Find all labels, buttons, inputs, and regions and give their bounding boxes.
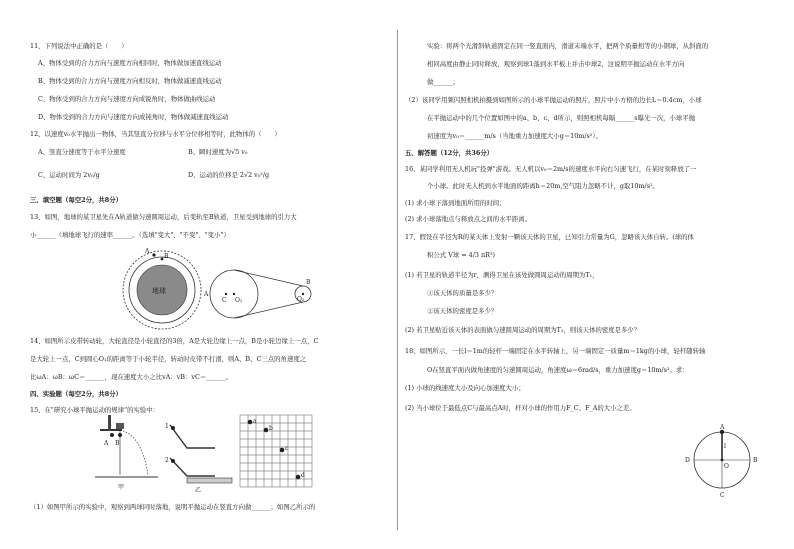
strobe-grid-figure	[240, 415, 320, 490]
circle-label-c: C	[720, 492, 725, 499]
section-5-heading: 五、解答题（12分，共36分）	[405, 149, 494, 157]
q17-line2: 积公式 V球 = 4/3 πR³)	[427, 251, 496, 259]
circle-label-d: D	[685, 457, 690, 464]
circle-label-a: A	[720, 424, 725, 431]
q14-line3: 比ωA：ωB：ωC＝______，现在速度大小之比vA：vB：vC＝______。	[30, 373, 232, 381]
q11-stem: 11、下列说法中正确的是（ ）	[30, 42, 128, 50]
q18-line2: O在竖直平面内做角速度的匀速圆周运动，角速度ω＝6rad/s，重力加速度g＝10m/s²。求：	[427, 366, 689, 374]
q14-line1: 14、如图所示皮带转动轮，大轮直径是小轮直径的3倍，A是大轮边缘上一点，B是小轮边缘上一点，C	[30, 337, 319, 345]
grid-point-a: a	[253, 418, 257, 425]
pulley-label-o1: O₁	[235, 297, 243, 304]
q15-part1: （1）如图甲所示的实验中，观察到两球同时落地，说明平抛运动在竖直方向做______；如图乙所示的	[30, 503, 316, 511]
orbit-label-a: A	[145, 248, 150, 255]
figure-jia-label: 甲	[118, 484, 125, 491]
q17-part1a: ①该天体的质量是多少？	[427, 289, 498, 297]
q16-part2: (2) 求小球落地点与释放点之间的水平距离。	[405, 215, 532, 223]
q11-option-a: A、物体受到的合力方向与速度方向相同时，物体做加速直线运动	[38, 59, 222, 67]
q18-part1: (1) 小球的线速度大小及向心加速度大小；	[405, 384, 525, 392]
pulley-label-a: A	[204, 291, 209, 298]
pulley-label-c: C	[222, 297, 227, 304]
earth-label: 地球	[152, 287, 166, 295]
q15-cont-line4: （2）该同学用频闪照相机拍摄到如图所示的小球平抛运动的照片，照片中小方格的边长L＝0.4cm，小球	[405, 96, 702, 104]
q11-option-b: B、物体受到的合力方向与速度方向相反时，物体做减速直线运动	[38, 77, 222, 85]
rod-label-l: l	[724, 443, 726, 450]
circle-label-o: O	[724, 463, 729, 470]
q16-part1: (1) 求小球下落到地面所用的时间；	[405, 199, 506, 207]
experiment-figure-yi	[165, 420, 235, 495]
q14-line2: 是大轮上一点，C到圆心O₁的距离等于小轮半径，转动时皮带不打滑，则A、B、C三点的角速度之	[30, 355, 307, 363]
q12-option-c: C、运动时间为 2v₀/g	[38, 171, 100, 179]
q12-option-b: B、瞬时速度为√5 v₀	[188, 148, 248, 156]
q15-cont-line1: 实验：将两个光滑斜轨道固定在同一竖直面内，滑道末端水平，把两个质量相等的小钢球，从斜面的	[427, 42, 709, 50]
orbit-label-b: B	[164, 253, 169, 260]
q15-stem: 15、在"研究小球平抛运动的规律"的实验中：	[30, 406, 160, 414]
svg-text:1: 1	[165, 423, 169, 430]
q11-option-d: D、物体受到的合力方向与速度方向成钝角时，物体做减速直线运动	[38, 113, 229, 121]
q18-part2: (2) 当小球位于最低点C与最高点A时，杆对小球的作用力F_C、F_A的大小之差。	[405, 404, 636, 412]
q18-line1: 18、如图所示，一长l＝1m的轻杆一端固定在水平转轴上，另一端固定一质量m＝1kg的小球，轻杆随转轴	[405, 347, 706, 355]
svg-text:B: B	[115, 440, 120, 447]
pulley-label-b: B	[306, 279, 311, 286]
q12-option-a: A、竖直分速度等于水平分速度	[38, 148, 126, 156]
rotating-rod-figure	[687, 420, 767, 500]
q17-part2: (2) 若卫星贴近该天体的表面做匀速圆周运动的周期为T₂，则该天体的密度是多少？	[405, 326, 641, 334]
grid-point-d: d	[301, 472, 305, 479]
pulley-label-o2: O₂	[297, 296, 305, 303]
q15-cont-line6: 初速度为v₀＝______m/s（当地重力加速度大小g＝10m/s²）。	[427, 132, 602, 140]
right-column	[397, 0, 794, 549]
q16-line1: 16、某同学利用无人机玩"投弹"游戏。无人机以v₀＝2m/s的速度水平向右匀速飞行，在某时刻释放了一	[405, 165, 697, 173]
experiment-figure-jia	[90, 415, 160, 495]
q13-line1: 13、如图，地球的某卫星先在A轨道做匀速圆周运动，后变轨至B轨道，卫星受到地球的引力大	[30, 213, 297, 221]
q17-line1: 17、假设在半径为R的某天体上发射一颗该天体的卫星，已知引力常量为G，忽略该天体自转。(球的体	[405, 233, 694, 241]
q16-line2: 个小球。此时无人机到水平地面的距离h＝20m,空气阻力忽略不计，g取10m/s²。	[427, 182, 659, 190]
belt-pulley-figure	[204, 262, 330, 332]
q11-option-c: C、物体受到的合力方向与速度方向成锐角时，物体做曲线运动	[38, 95, 216, 103]
section-4-heading: 四、实验题（每空2分，共8分）	[30, 390, 122, 398]
q15-cont-line3: 做______；	[427, 78, 459, 86]
q17-part1b: ②该天体的密度是多少？	[427, 307, 498, 315]
q12-option-d: D、运动的位移是 2√2 v₀²/g	[188, 171, 270, 179]
q15-cont-line5: 在平抛运动中的几个位置如图中的a、b、c、d所示，则照相机每隔______s曝光一次，小球平抛	[427, 114, 696, 122]
circle-label-b: B	[753, 457, 758, 464]
q12-stem: 12、以速度v₀水平抛出一物体，当其竖直分位移与水平分位移相等时，此物体的（ ）	[30, 130, 281, 138]
grid-point-c: c	[285, 445, 289, 452]
q13-line2: 小______（填地球飞行的速率______。（选填"变大"、"不变"、"变小"）	[30, 231, 230, 239]
grid-point-b: b	[269, 425, 273, 432]
q15-cont-line2: 相同高度由静止同时释放，观察到球1落到水平板上并击中球2，这说明平抛运动在水平方向	[427, 60, 685, 68]
figure-yi-label: 乙	[195, 487, 202, 494]
q17-part1: (1) 若卫星的轨道半径为r，测得卫星在该处做圆周运动的周期为T₁，	[405, 271, 599, 279]
svg-text:A: A	[104, 440, 109, 447]
section-3-heading: 三、填空题（每空2分，共8分）	[30, 196, 122, 204]
svg-text:2: 2	[165, 457, 169, 464]
